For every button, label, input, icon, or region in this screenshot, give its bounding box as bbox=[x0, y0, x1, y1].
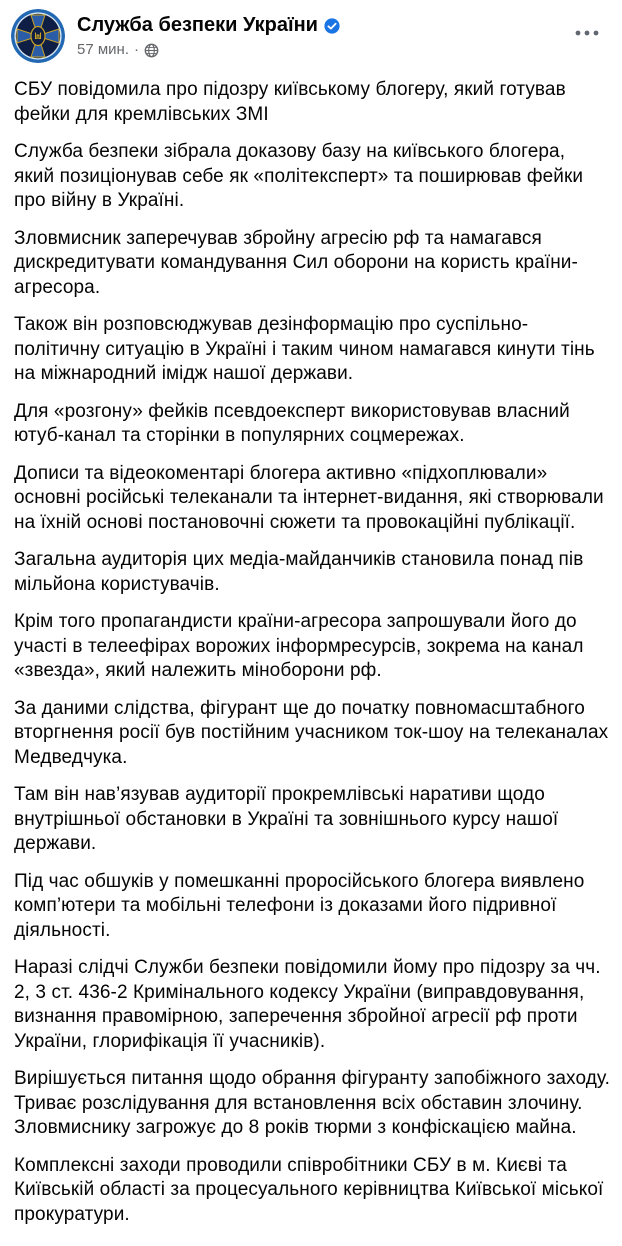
page-name-link[interactable]: Служба безпеки України bbox=[77, 14, 318, 36]
post-header-text bbox=[77, 9, 340, 60]
globe-icon bbox=[144, 43, 159, 58]
post-text bbox=[0, 63, 622, 1246]
post-meta bbox=[77, 40, 340, 60]
post-paragraph: Вирішується питання щодо обрання фігуранту запобіжного заходу. Триває розслідування для встановлення всіх обставин злочину. Зловмиснику загрожує до 8 років тюрми з конфіскацією майна. bbox=[14, 1068, 610, 1138]
post-paragraph: Під час обшуків у помешканні проросійського блогера виявлено комп’ютери та мобільні телефони із доказами його підривної діяльності. bbox=[14, 870, 585, 941]
meta-separator: · bbox=[134, 41, 139, 58]
post-paragraph: Також він розповсюджував дезінформацію про суспільно-політичну ситуацію в Україні і таким чином намагався кинути тінь на міжнародний імідж нашої держави. bbox=[14, 314, 595, 384]
post-paragraph: СБУ повідомила про підозру київському блогеру, який готував фейки для кремлівських ЗМІ bbox=[14, 79, 566, 125]
post-paragraph: Для «розгону» фейків псевдоексперт використовував власний ютуб-канал та сторінки в популярних соцмережах. bbox=[14, 400, 570, 446]
timestamp-link[interactable]: 57 мин. bbox=[77, 41, 129, 58]
post-paragraph: Крім того пропагандисти країни-агресора запрошували його до участі в телеефірах ворожих інформресурсів, зокрема на канал «звезда», який належить міноборони рф. bbox=[14, 611, 584, 681]
post-paragraph: Наразі слідчі Служби безпеки повідомили йому про підозру за чч. 2, 3 ст. 436-2 Кримінального кодексу України (виправдовування, визнання правомірною, заперечення збройної агресії рф проти України, глорифікація її учасників). bbox=[14, 957, 601, 1052]
more-options-icon bbox=[574, 29, 600, 37]
page-name-row bbox=[77, 12, 340, 38]
more-options-button[interactable] bbox=[568, 23, 606, 43]
post-paragraph: Зловмисник заперечував збройну агресію рф та намагався дискредитувати командування Сил оборони на користь країни-агресора. bbox=[14, 227, 578, 298]
post-paragraph: За даними слідства, фігурант ще до початку повномасштабного вторгнення росії був постійним учасником ток-шоу на телеканалах Медведчука. bbox=[14, 697, 609, 768]
verified-badge-icon bbox=[324, 18, 340, 34]
page-avatar[interactable] bbox=[11, 9, 65, 63]
post-paragraph: Там він нав’язував аудиторії прокремлівські наративи щодо внутрішньої обстановки в Україні та зовнішнього курсу нашої держави. bbox=[14, 784, 559, 854]
post-header bbox=[0, 0, 622, 63]
sbu-emblem-icon bbox=[11, 9, 65, 63]
post-paragraph: Служба безпеки зібрала доказову базу на київського блогера, який позиціонував себе як «політексперт» та поширював фейки про війну в Україні. bbox=[14, 141, 584, 211]
post-paragraph: Дописи та відеокоментарі блогера активно «підхоплювали» основні російські телеканали та інтернет-видання, які створювали на їхній основі постановочні сюжети та провокаційні публікації. bbox=[14, 462, 604, 533]
post-paragraph: Комплексні заходи проводили співробітники СБУ в м. Києві та Київській області за процесуального керівництва Київської міської прокуратури. bbox=[14, 1154, 604, 1225]
post-paragraph: Загальна аудиторія цих медіа-майданчиків становила понад пів мільйона користувачів. bbox=[14, 549, 584, 595]
